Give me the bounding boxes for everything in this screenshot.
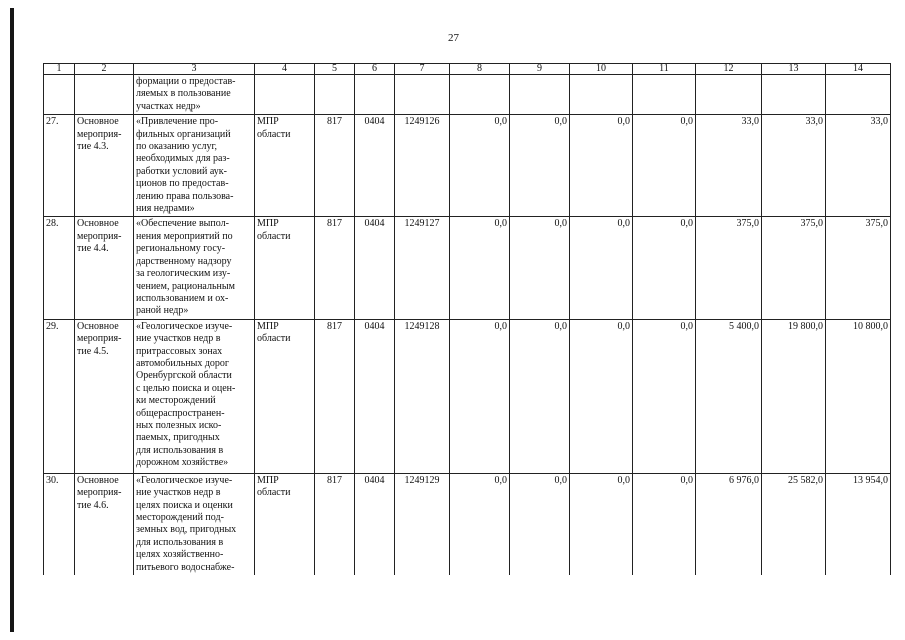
budget-table — [43, 63, 891, 575]
column-header: 3 — [134, 64, 255, 75]
value-cell: 375,0 — [762, 217, 826, 319]
scan-edge-bar — [10, 8, 14, 632]
value-cell: 0,0 — [570, 217, 633, 319]
row-number: 27. — [44, 115, 75, 217]
value-cell: 10 800,0 — [826, 319, 891, 473]
column-header: 13 — [762, 64, 826, 75]
column-header: 10 — [570, 64, 633, 75]
row-number: 28. — [44, 217, 75, 319]
column-header: 12 — [696, 64, 762, 75]
value-cell: 33,0 — [696, 115, 762, 217]
description-cell: «Привлечение про- фильных организаций по оказанию услуг, необходимых для раз- работки условий аук- ционов по предостав- лению права пользова- ния недрами» — [134, 115, 255, 217]
value-cell: 13 954,0 — [826, 473, 891, 575]
value-cell: 0,0 — [570, 319, 633, 473]
executor-cell: МПР области — [255, 319, 315, 473]
event-cell: Основное мероприя- тие 4.3. — [75, 115, 134, 217]
value-cell: 0,0 — [450, 217, 510, 319]
value-cell: 0,0 — [570, 115, 633, 217]
rzpr-cell: 0404 — [355, 115, 395, 217]
event-cell: Основное мероприя- тие 4.4. — [75, 217, 134, 319]
continuation-row — [44, 75, 891, 115]
event-cell: Основное мероприя- тие 4.6. — [75, 473, 134, 575]
rzpr-cell: 0404 — [355, 217, 395, 319]
row-number: 29. — [44, 319, 75, 473]
executor-cell: МПР области — [255, 115, 315, 217]
csr-cell: 1249129 — [395, 473, 450, 575]
value-cell: 0,0 — [510, 319, 570, 473]
value-cell: 33,0 — [762, 115, 826, 217]
row-number: 30. — [44, 473, 75, 575]
table-row — [44, 115, 891, 217]
rzpr-cell: 0404 — [355, 473, 395, 575]
grbs-cell: 817 — [315, 473, 355, 575]
column-header: 2 — [75, 64, 134, 75]
value-cell: 5 400,0 — [696, 319, 762, 473]
value-cell: 6 976,0 — [696, 473, 762, 575]
description-cell: формации о предостав- ляемых в пользование участках недр» — [134, 75, 255, 115]
executor-cell: МПР области — [255, 473, 315, 575]
description-cell: «Обеспечение выпол- нения мероприятий по региональному госу- дарственному надзору за геологическим изу- чением, рациональным использованием и ох- раной недр» — [134, 217, 255, 319]
column-header: 14 — [826, 64, 891, 75]
column-header: 4 — [255, 64, 315, 75]
grbs-cell: 817 — [315, 217, 355, 319]
description-cell: «Геологическое изуче- ние участков недр в целях поиска и оценки месторождений под- земных вод, пригодных для использования в целях хозяйственно- питьевого водоснабже- — [134, 473, 255, 575]
column-header: 9 — [510, 64, 570, 75]
table-row — [44, 319, 891, 473]
value-cell: 0,0 — [510, 217, 570, 319]
column-header: 1 — [44, 64, 75, 75]
value-cell: 0,0 — [510, 115, 570, 217]
value-cell: 25 582,0 — [762, 473, 826, 575]
value-cell: 0,0 — [633, 115, 696, 217]
value-cell: 0,0 — [450, 115, 510, 217]
rzpr-cell: 0404 — [355, 319, 395, 473]
grbs-cell: 817 — [315, 115, 355, 217]
value-cell: 0,0 — [450, 319, 510, 473]
value-cell: 375,0 — [826, 217, 891, 319]
value-cell: 33,0 — [826, 115, 891, 217]
executor-cell: МПР области — [255, 217, 315, 319]
page-number: 27 — [448, 32, 459, 44]
description-cell: «Геологическое изуче- ние участков недр в притрассовых зонах автомобильных дорог Оренбургской области с целью поиска и оцен- ки месторождений общераспространен- ных полезных иско- паемых, пригодных для использования в дорожном хозяйстве» — [134, 319, 255, 473]
column-header: 6 — [355, 64, 395, 75]
column-header: 8 — [450, 64, 510, 75]
column-header: 7 — [395, 64, 450, 75]
value-cell: 0,0 — [570, 473, 633, 575]
value-cell: 375,0 — [696, 217, 762, 319]
table-row — [44, 217, 891, 319]
table-row — [44, 473, 891, 575]
value-cell: 0,0 — [450, 473, 510, 575]
value-cell: 0,0 — [633, 217, 696, 319]
grbs-cell: 817 — [315, 319, 355, 473]
value-cell: 19 800,0 — [762, 319, 826, 473]
header-row — [44, 64, 891, 75]
csr-cell: 1249127 — [395, 217, 450, 319]
value-cell: 0,0 — [633, 473, 696, 575]
csr-cell: 1249128 — [395, 319, 450, 473]
value-cell: 0,0 — [510, 473, 570, 575]
column-header: 11 — [633, 64, 696, 75]
column-header: 5 — [315, 64, 355, 75]
csr-cell: 1249126 — [395, 115, 450, 217]
event-cell: Основное мероприя- тие 4.5. — [75, 319, 134, 473]
value-cell: 0,0 — [633, 319, 696, 473]
